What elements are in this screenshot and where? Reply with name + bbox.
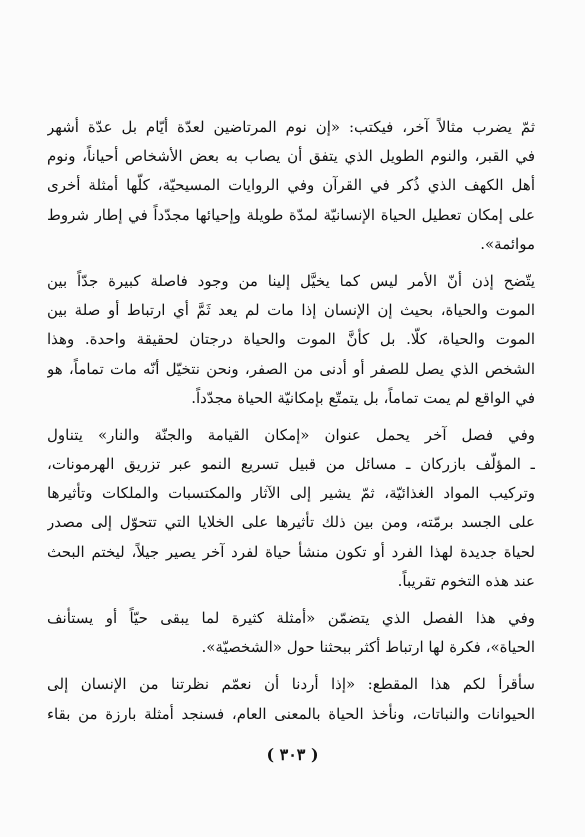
text-line: لحياة جديدة لهذا الفرد أو تكون منشأ حياة لفرد آخر يصير جيلاً، ليختم البحث [47,542,535,561]
paragraph [47,670,535,728]
paragraph [47,113,535,259]
text-line: سأقرأ لكم هذا المقطع: «إذا أردنا أن نعمّم نظرتنا من الإنسان إلى [47,675,535,694]
text-line: على إمكان تعطيل الحياة الإنسانيّة لمدّة طويلة وإحيائها مجدّداً في إطار شروط [47,205,535,224]
text-line: وتركيب المواد الغذائيّة، ثمّ يشير إلى الآثار والمكتسبات والملكات وتأثيرها [47,484,535,503]
text-line: على الجسد برمّته، ومن بين ذلك تأثيرها على الخلايا التي تتحوّل إلى مصدر [47,513,535,532]
text-line: عند هذه التخوم تقريباً. [397,571,535,590]
text-line: في الواقع لم يمت تماماً، بل يتمتّع بإمكانيّة الحياة مجدّداً. [191,388,535,407]
text-line: ـ المؤلّف بازركان ـ مسائل من قبيل تسريع النمو عبر تزريق الهرمونات، [47,455,535,474]
text-line: أهل الكهف الذي ذُكر في القرآن وفي الروايات المسيحيّة، كلّها أمثلة أخرى [47,176,535,195]
text-line: موائمة». [480,234,535,253]
text-line: ثمّ يضرب مثالاً آخر، فيكتب: «إن نوم المرتاضين لعدّة أيّام بل عدّة أشهر [47,118,535,136]
text-line: في القبر، والنوم الطويل الذي يتفق أن يصاب به بعض الأشخاص أحياناً، ونوم [47,147,535,166]
text-line: الشخص الذي يصل للصفر أو أدنى من الصفر، ونحن نتخيّل أنّه مات تماماً، هو [47,359,535,378]
text-line: يتّضح إذن أنّ الأمر ليس كما يخيَّل إلينا من وجود فاصلة كبيرة جدّاً بين [47,271,535,290]
text-line: الموت والحياة، كلّا. بل كأنَّ الموت والحياة درجتان لحقيقة واحدة. وهذا [47,330,535,349]
paragraph [47,604,535,662]
text-line: وفي فصل آخر يحمل عنوان «إمكان القيامة والجنّة والنار» يتناول [47,425,535,444]
text-line: الحيوانات والنباتات، ونأخذ الحياة بالمعنى العام، فسنجد أمثلة بارزة من بقاء [47,704,535,723]
text-line: الموت والحياة، بحيث إن الإنسان إذا مات لم يعد ثَمَّ أي ارتباط أو صلة بين [47,301,535,320]
paragraph [47,421,535,596]
paragraph [47,267,535,413]
text-line: الحياة»، فكرة لها ارتباط أكثر ببحثنا حول «الشخصيّة». [201,638,535,657]
body-text [47,113,535,729]
page-number: ( ٣٠٣ ) [266,745,319,764]
text-line: وفي هذا الفصل الذي يتضمّن «أمثلة كثيرة لما يبقى حيّاً أو يستأنف [47,609,535,627]
